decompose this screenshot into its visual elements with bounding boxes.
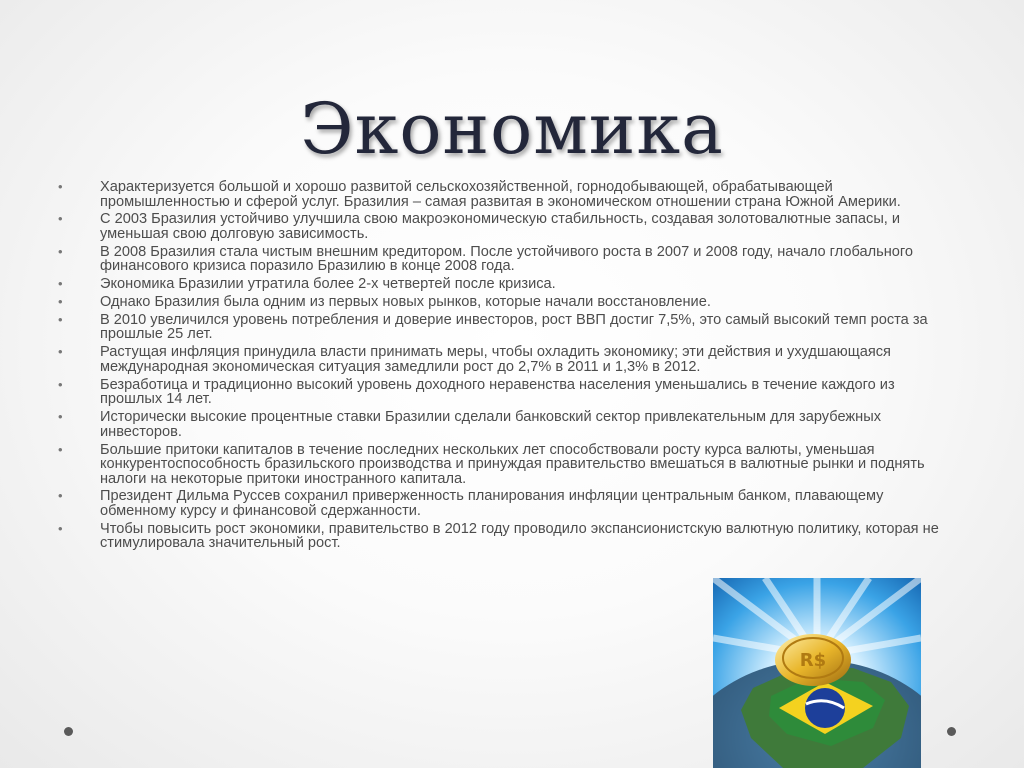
bullet-text: Экономика Бразилии утратила более 2-х четвертей после кризиса.: [100, 276, 556, 293]
bullet-item: [58, 313, 958, 342]
bullet-text: С 2003 Бразилия устойчиво улучшила свою макроэкономическую стабильность, создавая золотовалютные запасы, и уменьшая свою долговую зависимость.: [100, 211, 901, 242]
bullet-text: Растущая инфляция принудила власти принимать меры, чтобы охладить экономику; эти действия и ухудшающаяся международная экономическая ситуация замедлили рост до 2,7% в 2011 и 1,3% в 2012.: [100, 344, 891, 375]
bullet-dot: •: [58, 179, 63, 194]
brazil-globe-coin-icon: [713, 578, 921, 768]
bullet-item: [58, 212, 958, 241]
bullet-dot: •: [58, 344, 63, 360]
bullet-item: [58, 277, 958, 292]
bullet-text: Характеризуется большой и хорошо развитой сельскохозяйственной, горнодобывающей, обрабатывающей промышленностью и сферой услуг. Бразилия – самая развитая в экономическом отношении страна Южной Америки.: [100, 179, 901, 210]
bullet-dot: •: [58, 211, 63, 227]
bullet-dot: •: [58, 488, 63, 504]
bullet-dot: •: [58, 520, 63, 536]
bullet-item: [58, 378, 958, 407]
bullet-dot: •: [58, 276, 63, 292]
bullet-text: Чтобы повысить рост экономики, правительство в 2012 году проводило экспансионистскую валютную политику, которая не стимулировала значительный рост.: [100, 520, 939, 552]
corner-dot-right: [947, 727, 956, 736]
bullet-text: Президент Дильма Руссев сохранил приверженность планирования инфляции центральным банком, плавающему обменному курсу и финансовой сдержанности.: [100, 488, 884, 519]
bullet-item: [58, 245, 958, 274]
bullet-text: В 2010 увеличился уровень потребления и доверие инвесторов, рост ВВП достиг 7,5%, это самый высокий темп роста за прошлые 25 лет.: [100, 311, 928, 343]
bullet-dot: •: [58, 294, 63, 310]
bullet-item: [58, 410, 958, 439]
bullet-dot: •: [58, 376, 63, 392]
bullet-item: [58, 295, 958, 310]
bullet-dot: •: [58, 311, 63, 327]
bullet-list: [58, 180, 958, 554]
bullet-item: [58, 489, 958, 518]
bullet-text: Исторически высокие процентные ставки Бразилии сделали банковский сектор привлекательным для зарубежных инвесторов.: [100, 409, 882, 440]
bullet-text: Однако Бразилия была одним из первых новых рынков, которые начали восстановление.: [100, 294, 711, 311]
bullet-item: [58, 180, 958, 209]
bullet-dot: •: [58, 243, 63, 259]
coin-text: R$: [799, 650, 827, 671]
bullet-text: Большие притоки капиталов в течение последних нескольких лет способствовали росту курса валюты, уменьшая конкурентоспособность бразильского производства и принуждая правительство вмешаться в валютные рынки и поднять налоги на некоторые притоки иностранного капитала.: [100, 441, 925, 487]
bullet-item: [58, 522, 958, 551]
bullet-item: [58, 443, 958, 487]
slide-title: Экономика: [300, 88, 724, 170]
corner-dot-left: [64, 727, 73, 736]
bullet-text: Безработица и традиционно высокий уровень доходного неравенства населения уменьшались в течение каждого из прошлых 14 лет.: [100, 376, 895, 408]
bullet-dot: •: [58, 441, 63, 457]
bullet-item: [58, 345, 958, 374]
bullet-text: В 2008 Бразилия стала чистым внешним кредитором. После устойчивого роста в 2007 и 2008 году, начало глобального финансового кризиса поразило Бразилию в конце 2008 года.: [100, 243, 914, 275]
bullet-dot: •: [58, 409, 63, 425]
